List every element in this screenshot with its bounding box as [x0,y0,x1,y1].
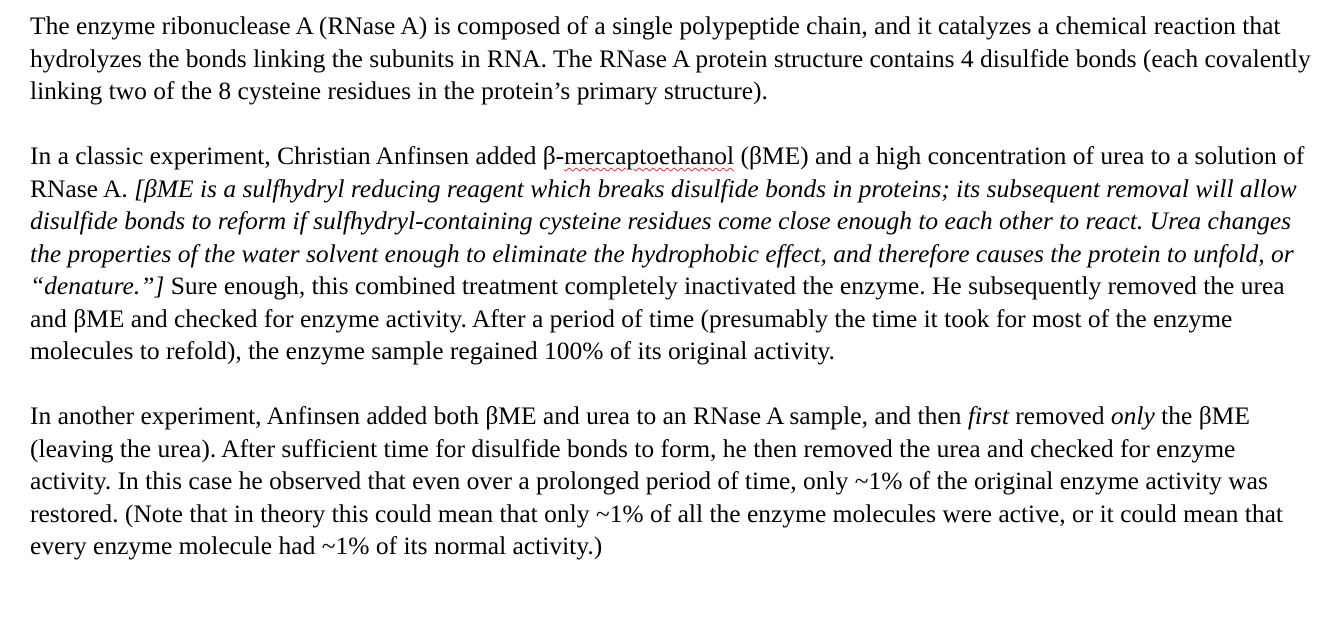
paragraph-3-part2: removed [1008,401,1111,430]
italic-note: [βME is a sulfhydryl reducing reagent which breaks disulfide bonds in proteins; its subsequent removal will allow disulfide bonds to reform if sulfhydryl-containing cysteine residues come close enough to each other to react. Urea changes the properties of the water solvent enough to eliminate the hydrophobic effect, and therefore causes the protein to unfold, or “denature.”] [30,173,1297,300]
misspelled-word-mercaptoethanol[interactable]: mercaptoethanol [564,141,735,170]
paragraph-2-results: Sure enough, this combined treatment completely inactivated the enzyme. He subsequently removed the urea and βME and checked for enzyme activity. After a period of time (presumably the time it took for most of the enzyme molecules to refold), the enzyme sample regained 100% of its original activity. [30,271,1285,365]
paragraph-3-part1: In another experiment, Anfinsen added both βME and urea to an RNase A sample, and then [30,401,968,430]
emphasis-first: first [967,401,1009,430]
paragraph-another-experiment [30,400,1316,563]
emphasis-only: only [1110,401,1155,430]
paragraph-classic-experiment [30,140,1316,368]
paragraph-2-after-term: (βME) and a high concentration of urea to a solution of RNase A. [30,141,1305,203]
paragraph-2-intro: In a classic experiment, Christian Anfinsen added β- [30,141,565,170]
paragraph-1-text: The enzyme ribonuclease A (RNase A) is composed of a single polypeptide chain, and it catalyzes a chemical reaction that hydrolyzes the bonds linking the subunits in RNA. The RNase A protein structure contains 4 disulfide bonds (each covalently linking two of the 8 cysteine residues in the protein’s primary structure). [30,11,1311,105]
paragraph-rnase-structure [30,10,1316,108]
paragraph-3-part3: the βME (leaving the urea). After sufficient time for disulfide bonds to form, he then removed the urea and checked for enzyme activity. In this case he observed that even over a prolonged period of time, only ~1% of the original enzyme activity was restored. (Note that in theory this could mean that only ~1% of all the enzyme molecules were active, or it could mean that every enzyme molecule had ~1% of its normal activity.) [30,401,1283,560]
